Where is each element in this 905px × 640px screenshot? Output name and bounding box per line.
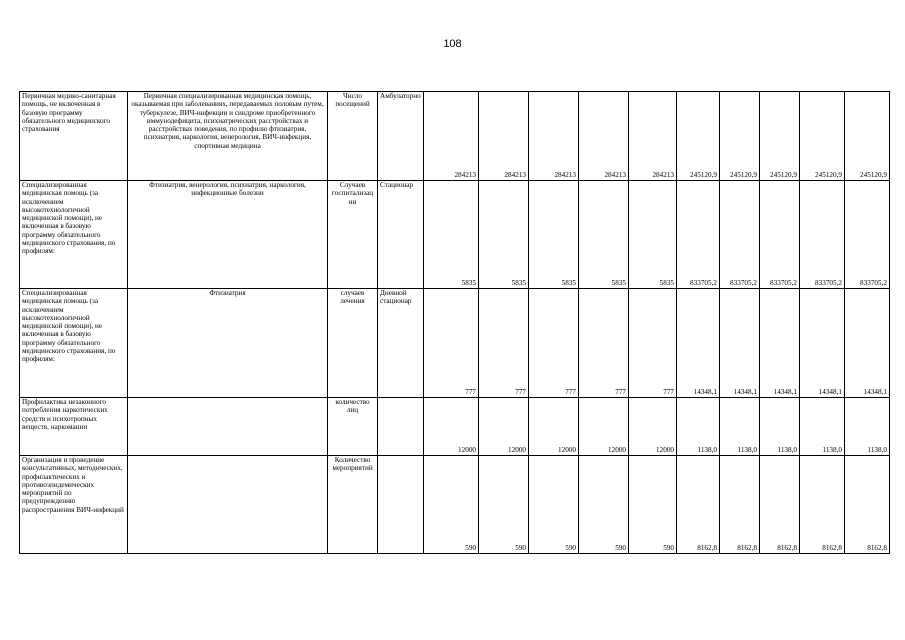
- value-cell: 8162,8: [800, 456, 845, 554]
- value-cell: 14348,1: [845, 289, 890, 398]
- table-row: [20, 289, 890, 398]
- table-row: [20, 92, 890, 181]
- value-cell: 14348,1: [800, 289, 845, 398]
- value-cell: 5835: [629, 181, 677, 289]
- value-cell: 14348,1: [720, 289, 760, 398]
- value-cell: 833705,2: [760, 181, 800, 289]
- value-cell: 284213: [629, 92, 677, 181]
- indicator-cell: Число посещений: [328, 92, 378, 181]
- value-cell: 833705,2: [677, 181, 720, 289]
- value-cell: 8162,8: [677, 456, 720, 554]
- condition-cell: Стационар: [378, 181, 424, 289]
- value-cell: 5835: [479, 181, 529, 289]
- indicator-cell: Количество мероприятий: [328, 456, 378, 554]
- profile-cell: [128, 398, 328, 456]
- value-cell: 5835: [529, 181, 579, 289]
- value-cell: 245120,9: [800, 92, 845, 181]
- service-type-cell: Специализированная медицинская помощь (за исключением высокотехнологичной медицинской помощи), не включенная в базовую программу обязательного медицинского страхования, по профилям:: [20, 289, 128, 398]
- table-row: [20, 398, 890, 456]
- value-cell: 590: [479, 456, 529, 554]
- service-type-cell: Специализированная медицинская помощь (за исключением высокотехнологичной медицинской помощи), не включенная в базовую программу обязательного медицинского страхования, по профилям:: [20, 181, 128, 289]
- value-cell: 777: [424, 289, 479, 398]
- profile-cell: Первичная специализированная медицинская помощь, оказываемая при заболеваниях, передаваемых половым путем, туберкулезе, ВИЧ-инфекции и синдроме приобретенного иммунодефицита, психиатрических расстройствах и расстройствах поведения, по профилю фтизиатрия, психиатрия, наркология, венерология, ВИЧ-инфекция, спортивная медицина: [128, 92, 328, 181]
- value-cell: 14348,1: [760, 289, 800, 398]
- value-cell: 245120,9: [845, 92, 890, 181]
- value-cell: 777: [479, 289, 529, 398]
- service-type-cell: Организация и проведение консультативных, методических, профилактических и противоэпидемических мероприятий по предупреждению распространения ВИЧ-инфекций: [20, 456, 128, 554]
- value-cell: 833705,2: [800, 181, 845, 289]
- value-cell: 12000: [529, 398, 579, 456]
- value-cell: 777: [629, 289, 677, 398]
- value-cell: 245120,9: [677, 92, 720, 181]
- value-cell: 284213: [424, 92, 479, 181]
- service-type-cell: Профилактика незаконного потребления наркотических средств и психотропных веществ, наркомании: [20, 398, 128, 456]
- profile-cell: [128, 456, 328, 554]
- value-cell: 12000: [629, 398, 677, 456]
- value-cell: 590: [579, 456, 629, 554]
- value-cell: 5835: [579, 181, 629, 289]
- value-cell: 1138,0: [800, 398, 845, 456]
- value-cell: 8162,8: [845, 456, 890, 554]
- value-cell: 590: [629, 456, 677, 554]
- value-cell: 245120,9: [720, 92, 760, 181]
- services-table: [19, 91, 890, 554]
- value-cell: 590: [529, 456, 579, 554]
- value-cell: 833705,2: [845, 181, 890, 289]
- value-cell: 777: [579, 289, 629, 398]
- profile-cell: Фтизиатрия, венерология, психиатрия, наркология, инфекционные болезни: [128, 181, 328, 289]
- value-cell: 12000: [424, 398, 479, 456]
- table-row: [20, 456, 890, 554]
- indicator-cell: случаев лечения: [328, 289, 378, 398]
- value-cell: 284213: [579, 92, 629, 181]
- value-cell: 590: [424, 456, 479, 554]
- value-cell: 833705,2: [720, 181, 760, 289]
- condition-cell: Дневной стационар: [378, 289, 424, 398]
- value-cell: 8162,8: [760, 456, 800, 554]
- indicator-cell: Случаев госпитализации: [328, 181, 378, 289]
- value-cell: 14348,1: [677, 289, 720, 398]
- table-row: [20, 181, 890, 289]
- value-cell: 1138,0: [845, 398, 890, 456]
- profile-cell: Фтизиатрия: [128, 289, 328, 398]
- indicator-cell: количество лиц: [328, 398, 378, 456]
- value-cell: 284213: [479, 92, 529, 181]
- value-cell: 8162,8: [720, 456, 760, 554]
- value-cell: 1138,0: [760, 398, 800, 456]
- value-cell: 12000: [479, 398, 529, 456]
- value-cell: 5835: [424, 181, 479, 289]
- page-number: 108: [443, 38, 462, 50]
- condition-cell: [378, 456, 424, 554]
- value-cell: 12000: [579, 398, 629, 456]
- service-type-cell: Первичная медико-санитарная помощь, не включенная в базовую программу обязательного медицинского страхования: [20, 92, 128, 181]
- value-cell: 284213: [529, 92, 579, 181]
- condition-cell: [378, 398, 424, 456]
- value-cell: 777: [529, 289, 579, 398]
- value-cell: 245120,9: [760, 92, 800, 181]
- value-cell: 1138,0: [677, 398, 720, 456]
- condition-cell: Амбулаторно: [378, 92, 424, 181]
- value-cell: 1138,0: [720, 398, 760, 456]
